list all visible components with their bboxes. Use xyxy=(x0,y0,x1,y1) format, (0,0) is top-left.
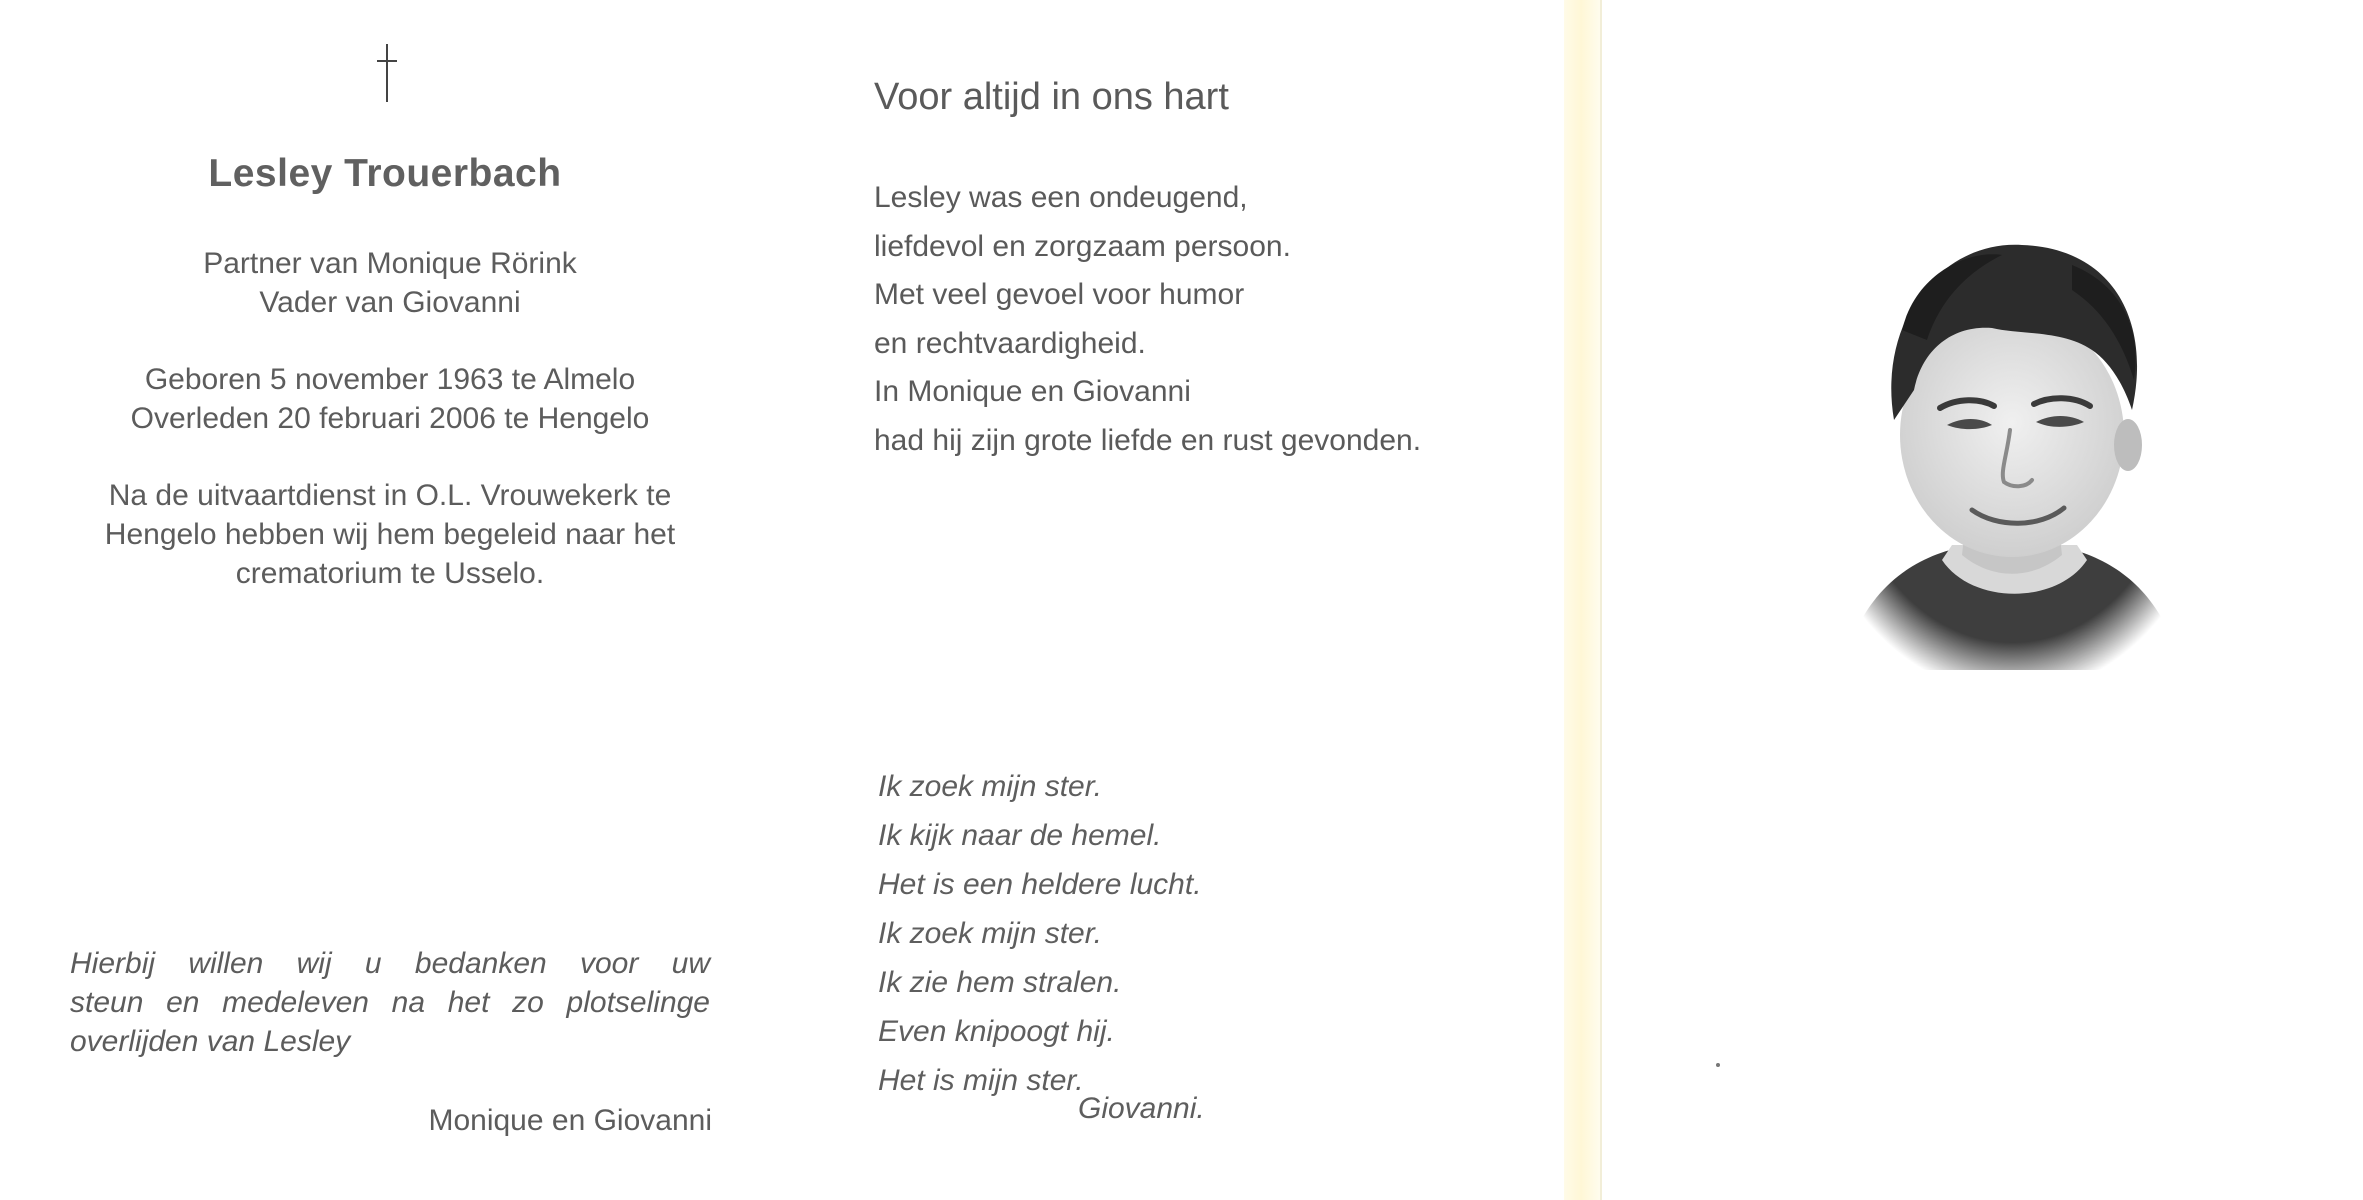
speck-mark xyxy=(1716,1063,1720,1067)
tribute-line: Met veel gevoel voor humor xyxy=(874,278,1245,311)
tribute-line: had hij zijn grote liefde en rust gevonden. xyxy=(874,423,1422,457)
death-line: Overleden 20 februari 2006 te Hengelo xyxy=(130,402,650,435)
service-line: crematorium te Usselo. xyxy=(235,557,545,590)
poem-line: Ik zoek mijn ster. xyxy=(878,917,1102,950)
tribute-line: In Monique en Giovanni xyxy=(874,375,1191,408)
portrait-photo xyxy=(1822,210,2202,680)
birth-line: Geboren 5 november 1963 te Almelo xyxy=(144,363,636,396)
family-signature: Monique en Giovanni xyxy=(428,1104,712,1137)
poem-title: Voor altijd in ons hart xyxy=(874,76,1229,118)
relation-line: Vader van Giovanni xyxy=(259,286,521,319)
card-fold xyxy=(1564,0,1602,1200)
relation-line: Partner van Monique Rörink xyxy=(203,247,577,280)
poem-line: Ik zoek mijn ster. xyxy=(878,770,1102,803)
fold-divider xyxy=(1600,0,1602,1200)
cross-icon xyxy=(372,44,402,104)
service-line: Hengelo hebben wij hem begeleid naar het xyxy=(104,518,676,551)
poem-line: Ik zie hem stralen. xyxy=(878,966,1122,999)
star-poem xyxy=(878,762,1202,1105)
relations-block xyxy=(40,244,740,322)
tribute-line: liefdevol en zorgzaam persoon. xyxy=(874,229,1291,263)
poem-line: Het is mijn ster. xyxy=(878,1064,1084,1097)
poem-line: Het is een heldere lucht. xyxy=(878,868,1202,901)
dates-block xyxy=(40,360,740,438)
tribute-text xyxy=(874,174,1421,465)
poem-line: Ik kijk naar de hemel. xyxy=(878,819,1162,852)
deceased-name: Lesley Trouerbach xyxy=(208,152,562,195)
poem-line: Even knipoogt hij. xyxy=(878,1015,1115,1048)
tribute-line: en rechtvaardigheid. xyxy=(874,326,1146,360)
thanks-line: steun en medeleven na het zo plotselinge xyxy=(70,986,710,1019)
thanks-line: overlijden van Lesley xyxy=(70,1025,351,1058)
thanks-text xyxy=(70,944,710,1061)
thanks-line: Hierbij willen wij u bedanken voor uw xyxy=(70,947,710,980)
service-block xyxy=(40,476,740,593)
poem-signature: Giovanni. xyxy=(1078,1092,1205,1125)
tribute-line: Lesley was een ondeugend, xyxy=(874,181,1248,214)
service-line: Na de uitvaartdienst in O.L. Vrouwekerk te xyxy=(108,479,672,512)
